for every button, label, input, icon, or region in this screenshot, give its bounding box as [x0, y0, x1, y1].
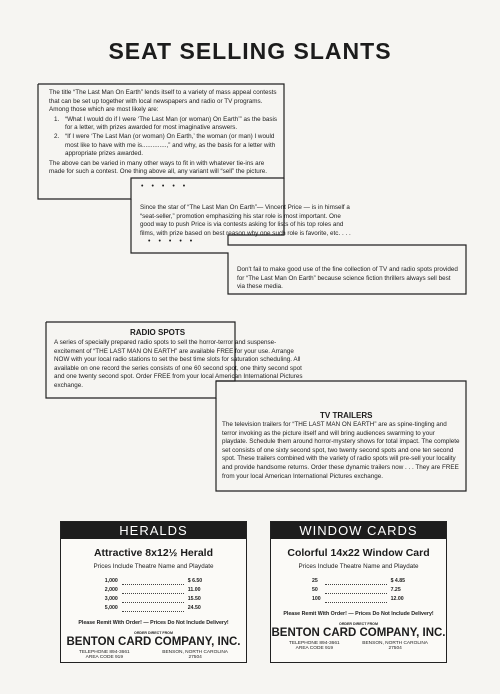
heralds-header: HERALDS [61, 522, 246, 539]
price-cell: 24.50 [187, 605, 201, 611]
city-text: BENSON, NORTH CAROLINA [162, 650, 228, 655]
table-row [310, 596, 407, 603]
table-row [103, 587, 204, 594]
list-number: 2. [54, 132, 60, 140]
qty-cell: 2,000 [104, 587, 118, 593]
zip-text: 27504 [188, 655, 202, 660]
company-contact [61, 650, 246, 660]
tv-body: The television trailers for “THE LAST MAN ON EARTH” are as spine-tingling and terror invoking as the picture itself and will bring audiences swarming to your playdate. Schedule them around horror-mystery shows for total impact. The complete set consists of one sixty second spot, two twenty second spots and one ten second spot. These trailers combined with the variety of radio spots will pre-sell your locality and provide handsome returns. Order these dynamic trailers now . . . They are FREE from your local American International Pictures exchange. [222, 421, 460, 480]
qty-cell: 3,000 [104, 596, 118, 602]
order-direct-label: ORDER DIRECT FROM [134, 631, 173, 635]
window-cards-header: WINDOW CARDS [271, 522, 446, 539]
price-cell: 12.00 [390, 596, 404, 602]
radio-heading: RADIO SPOTS [130, 328, 186, 337]
area-code-text: AREA CODE 919 [85, 655, 123, 660]
order-direct-label: ORDER DIRECT FROM [339, 622, 378, 626]
contest-ideas-list [49, 116, 281, 159]
price-cell: $ 4.85 [390, 578, 406, 584]
contests-outro: The above can be varied in many other ways to fit in with whatever tie-ins are made for such a contest. One thing above all, any variant will “sell” the picture. [49, 159, 268, 176]
star-divider: ••••• [148, 238, 201, 245]
heralds-title: Attractive 8x12½ Herald [93, 547, 214, 559]
window-cards-remit-note: Please Remit With Order! — Prices Do Not Include Delivery! [283, 611, 434, 617]
qty-cell: 50 [311, 587, 318, 593]
window-cards-subtitle: Prices Include Theatre Name and Playdate [298, 563, 419, 570]
tv-heading: TV TRAILERS [320, 411, 373, 420]
window-cards-title: Colorful 14x22 Window Card [287, 547, 430, 559]
table-row [310, 587, 407, 594]
qty-cell: 5,000 [104, 605, 118, 611]
heralds-subtitle: Prices Include Theatre Name and Playdate [93, 563, 214, 570]
table-row [103, 596, 204, 603]
star-divider: ••••• [141, 183, 194, 190]
qty-cell: 25 [311, 578, 318, 584]
heralds-remit-note: Please Remit With Order! — Prices Do Not Include Delivery! [78, 620, 229, 626]
price-cell: 7.25 [390, 587, 401, 593]
table-row [103, 578, 204, 585]
price-cell: 11.00 [187, 587, 201, 593]
price-cell: $ 6.50 [187, 578, 203, 584]
heralds-ad [60, 521, 247, 663]
telephone-text: TELEPHONE 894-3661 [79, 650, 130, 655]
list-text: “What I would do if I were ‘The Last Man (or woman) On Earth’” as the basis for a letter, with prizes awarded for most imaginative answers. [65, 115, 278, 132]
qty-cell: 100 [311, 596, 321, 602]
contests-intro: The title “The Last Man On Earth” lends itself to a variety of mass appeal contests that can be set up together with local newspapers and radio or TV programs. Among those which are most likely are: [49, 89, 277, 114]
contests-section [49, 89, 281, 177]
price-cell: 15.50 [187, 596, 201, 602]
city-text: BENSON, NORTH CAROLINA [362, 641, 428, 646]
list-text: “If I were ‘The Last Man (or woman) On Earth,’ the woman (or man) I would most like to have with me is..............,” and why, as the basis for a letter with appropriate prizes awarded. [65, 132, 276, 158]
heralds-price-table [101, 576, 206, 614]
zip-text: 27504 [388, 646, 402, 651]
list-item [49, 116, 281, 133]
table-row [103, 605, 204, 612]
radio-body: A series of specially prepared radio spots to sell the horror-terror and suspense-excitement of “THE LAST MAN ON EARTH” are available FREE for your use. Arrange NOW with your local radio stations to set the best time slots for saturation scheduling. All available on one record the series consists of one 60 second spot, one thirty second spot and one twenty second spot. Order FREE from your local American International Pictures exchange. [54, 339, 303, 389]
tv-radio-text: Don't fail to make good use of the fine collection of TV and radio spots provided for “The Last Man On Earth” because science fiction thrillers always sell best via these media. [237, 266, 458, 291]
company-name: BENTON CARD COMPANY, INC. [66, 636, 241, 648]
page-title: SEAT SELLING SLANTS [108, 38, 392, 64]
company-name: BENTON CARD COMPANY, INC. [271, 627, 446, 639]
list-item [49, 133, 281, 159]
star-promotion-text: Since the star of “The Last Man On Earth”— Vincent Price — is in himself a “seat-seller,” promotion emphasizing his star role is most important. One good way to push Price is via contests asking for lists of his top roles and films, with prize based on best reason why one such role is favorite, etc. . . . [140, 204, 351, 237]
area-code-text: AREA CODE 919 [295, 646, 333, 651]
window-cards-ad [270, 521, 447, 663]
qty-cell: 1,000 [104, 578, 118, 584]
table-row [310, 578, 407, 585]
window-cards-price-table [308, 576, 409, 605]
company-contact [271, 641, 446, 651]
list-number: 1. [54, 115, 60, 123]
telephone-text: TELEPHONE 894-3661 [289, 641, 340, 646]
